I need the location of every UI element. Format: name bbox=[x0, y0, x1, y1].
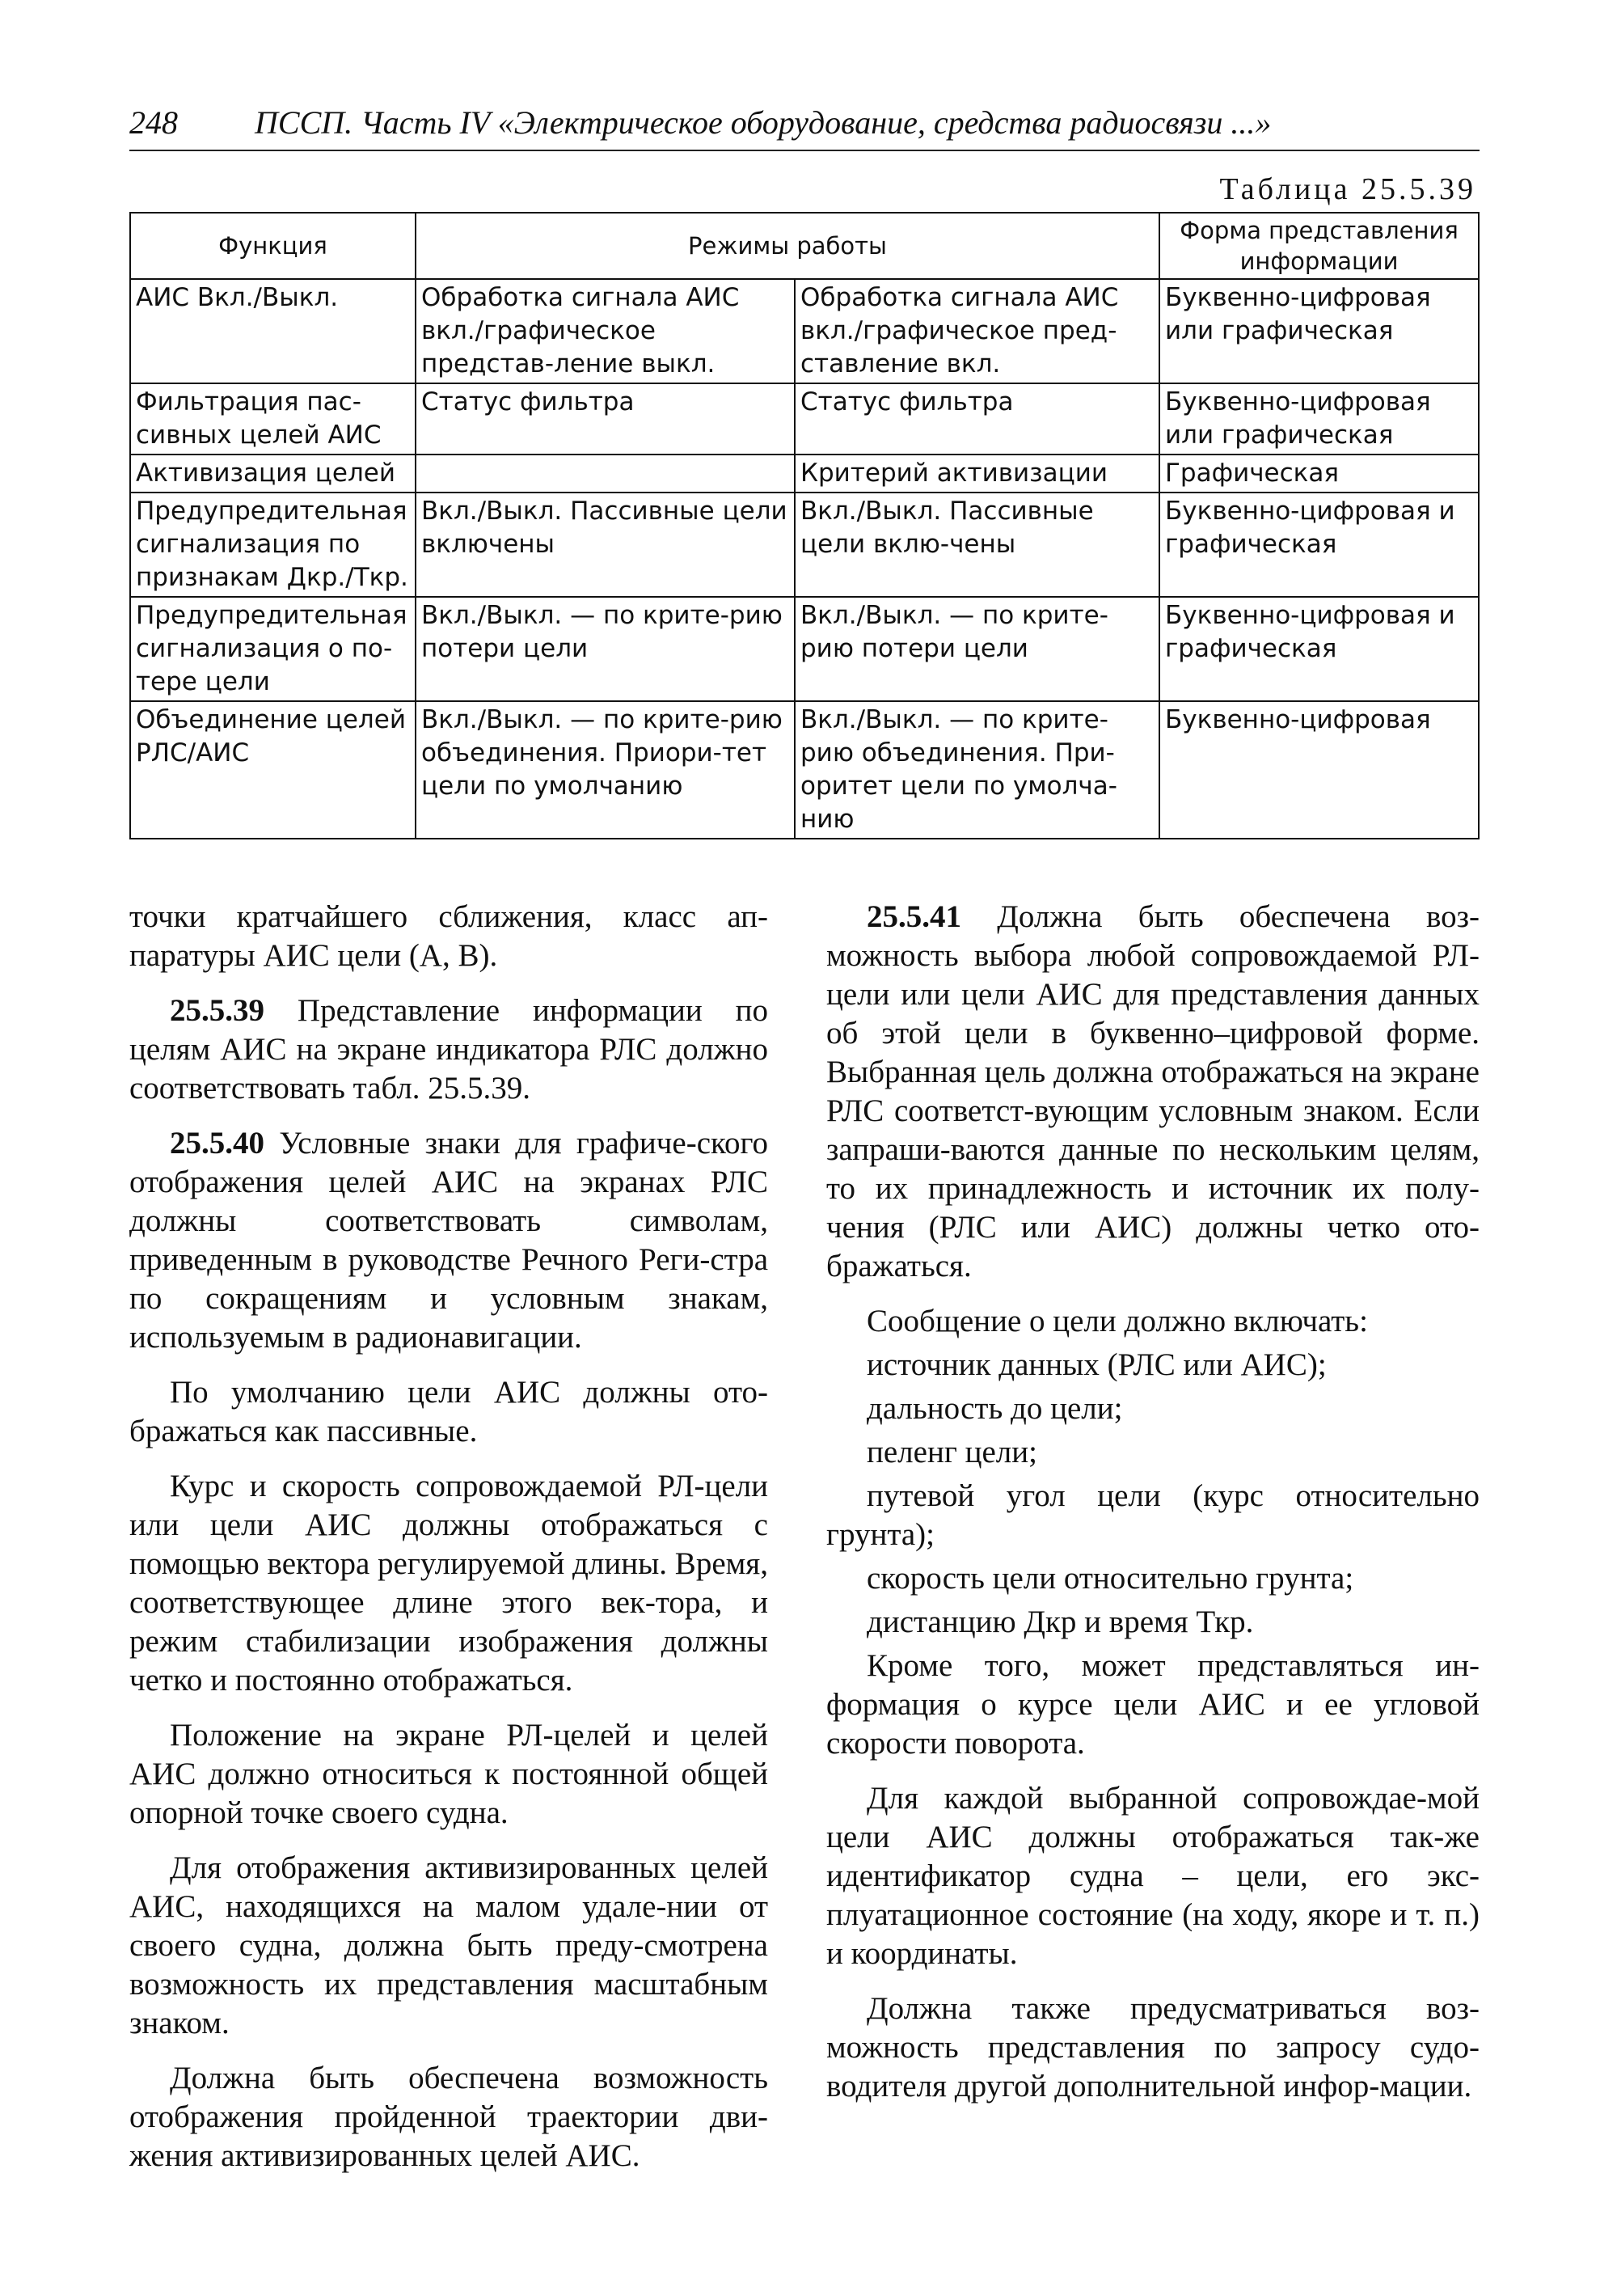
table-header-row bbox=[130, 213, 1479, 279]
page-header bbox=[129, 104, 1480, 151]
cell-form: Буквенно-цифровая или графическая bbox=[1159, 279, 1479, 383]
clause-number: 25.5.40 bbox=[170, 1126, 264, 1161]
column-header-modes: Режимы работы bbox=[416, 213, 1159, 279]
cell-function: Фильтрация пас-сивных целей АИС bbox=[130, 383, 416, 455]
right-text-column bbox=[826, 898, 1480, 2122]
running-title: ПССП. Часть IV «Электрическое оборудование, средства радиосвязи ...» bbox=[255, 104, 1272, 141]
clause-number: 25.5.41 bbox=[867, 899, 961, 934]
paragraph: Для отображения активизированных целей АИС, находящихся на малом удале-нии от своего судна, должна быть преду-смотрена возможность их представления масштабным знаком. bbox=[129, 1850, 768, 2040]
paragraph: Кроме того, может представляться ин-формация о курсе цели АИС и ее угловой скорости поворота. bbox=[826, 1648, 1480, 1761]
cell-form: Графическая bbox=[1159, 455, 1479, 493]
table-row bbox=[130, 493, 1479, 597]
paragraph-25-5-41 bbox=[826, 898, 1480, 1286]
list-item: источник данных (РЛС или АИС); bbox=[867, 1347, 1327, 1382]
paragraph: точки кратчайшего сближения, класс ап-паратуры АИС цели (А, В). bbox=[129, 899, 768, 973]
cell-mode-1: Вкл./Выкл. — по крите-рию потери цели bbox=[416, 597, 795, 701]
list-item: дистанцию Дкр и время Ткр. bbox=[867, 1605, 1254, 1639]
cell-function: АИС Вкл./Выкл. bbox=[130, 279, 416, 383]
paragraph: Должна также предусматриваться воз-можность представления по запросу судо-водителя другой дополнительной инфор-мации. bbox=[826, 1991, 1480, 2104]
page-number: 248 bbox=[129, 104, 178, 141]
paragraph-25-5-39 bbox=[129, 992, 768, 1108]
table-row bbox=[130, 279, 1479, 383]
cell-function: Предупредительная сигнализация по признакам Дкр./Ткр. bbox=[130, 493, 416, 597]
cell-mode-1: Статус фильтра bbox=[416, 383, 795, 455]
table-row bbox=[130, 701, 1479, 839]
paragraph: Сообщение о цели должно включать: bbox=[867, 1304, 1368, 1338]
list-item: дальность до цели; bbox=[867, 1391, 1123, 1426]
paragraph: Для каждой выбранной сопровождае-мой цели АИС должны отображаться так-же идентификатор судна – цели, его экс-плуатационное состояние (на ходу, якоре и т. п.) и координаты. bbox=[826, 1781, 1480, 1971]
paragraph: По умолчанию цели АИС должны ото-бражаться как пассивные. bbox=[129, 1375, 768, 1448]
paragraph: Должна быть обеспечена возможность отображения пройденной траектории дви-жения активизированных целей АИС. bbox=[129, 2061, 768, 2173]
cell-mode-2: Статус фильтра bbox=[795, 383, 1159, 455]
column-header-function: Функция bbox=[130, 213, 416, 279]
cell-mode-1: Обработка сигнала АИС вкл./графическое представ-ление выкл. bbox=[416, 279, 795, 383]
cell-form: Буквенно-цифровая и графическая bbox=[1159, 493, 1479, 597]
cell-mode-2: Обработка сигнала АИС вкл./графическое пред-ставление вкл. bbox=[795, 279, 1159, 383]
table-row bbox=[130, 597, 1479, 701]
cell-mode-1 bbox=[416, 455, 795, 493]
cell-mode-2: Вкл./Выкл. — по крите-рию объединения. При-оритет цели по умолча-нию bbox=[795, 701, 1159, 839]
list-item: путевой угол цели (курс относительно грунта); bbox=[826, 1478, 1480, 1552]
cell-form: Буквенно-цифровая bbox=[1159, 701, 1479, 839]
paragraph-text: Условные знаки для графиче-ского отображения целей АИС на экранах РЛС должны соответствовать символам, приведенным в руководстве Речного Реги-стра по сокращениям и условным знакам, используемым в радионавигации. bbox=[129, 1126, 768, 1355]
cell-function: Предупредительная сигнализация о по-тере цели bbox=[130, 597, 416, 701]
paragraph: Курс и скорость сопровождаемой РЛ-цели или цели АИС должны отображаться с помощью вектора регулируемой длины. Время, соответствующее длине этого век-тора, и режим стабилизации изображения должны четко и постоянно отображаться. bbox=[129, 1469, 768, 1698]
paragraph-25-5-40 bbox=[129, 1124, 768, 1357]
clause-number: 25.5.39 bbox=[170, 993, 264, 1028]
column-header-form: Форма представления информации bbox=[1159, 213, 1479, 279]
cell-mode-1: Вкл./Выкл. Пассивные цели включены bbox=[416, 493, 795, 597]
table-row bbox=[130, 455, 1479, 493]
cell-form: Буквенно-цифровая и графическая bbox=[1159, 597, 1479, 701]
cell-mode-1: Вкл./Выкл. — по крите-рию объединения. Приори-тет цели по умолчанию bbox=[416, 701, 795, 839]
left-text-column bbox=[129, 898, 768, 2192]
ais-functions-table bbox=[129, 212, 1480, 839]
list-item: пеленг цели; bbox=[867, 1435, 1037, 1469]
cell-mode-2: Критерий активизации bbox=[795, 455, 1159, 493]
list-item: скорость цели относительно грунта; bbox=[867, 1561, 1354, 1596]
cell-function: Объединение целей РЛС/АИС bbox=[130, 701, 416, 839]
paragraph-text: Должна быть обеспечена воз-можность выбора любой сопровождаемой РЛ-цели или цели АИС для представления данных об этой цели в буквенно–цифровой форме. Выбранная цель должна отображаться на экране РЛС соответст-вующим условным знаком. Если запраши-ваются данные по нескольким целям, то их принадлежность и источник их полу-чения (РЛС или АИС) должны четко ото-бражаться. bbox=[826, 899, 1480, 1283]
paragraph-text: Представление информации по целям АИС на экране индикатора РЛС должно соответствовать табл. 25.5.39. bbox=[129, 993, 769, 1106]
table-row bbox=[130, 383, 1479, 455]
table-caption: Таблица 25.5.39 bbox=[1219, 172, 1476, 206]
cell-function: Активизация целей bbox=[130, 455, 416, 493]
cell-mode-2: Вкл./Выкл. Пассивные цели вклю-чены bbox=[795, 493, 1159, 597]
paragraph: Положение на экране РЛ-целей и целей АИС должно относиться к постоянной общей опорной точке своего судна. bbox=[129, 1718, 768, 1830]
cell-mode-2: Вкл./Выкл. — по крите-рию потери цели bbox=[795, 597, 1159, 701]
cell-form: Буквенно-цифровая или графическая bbox=[1159, 383, 1479, 455]
